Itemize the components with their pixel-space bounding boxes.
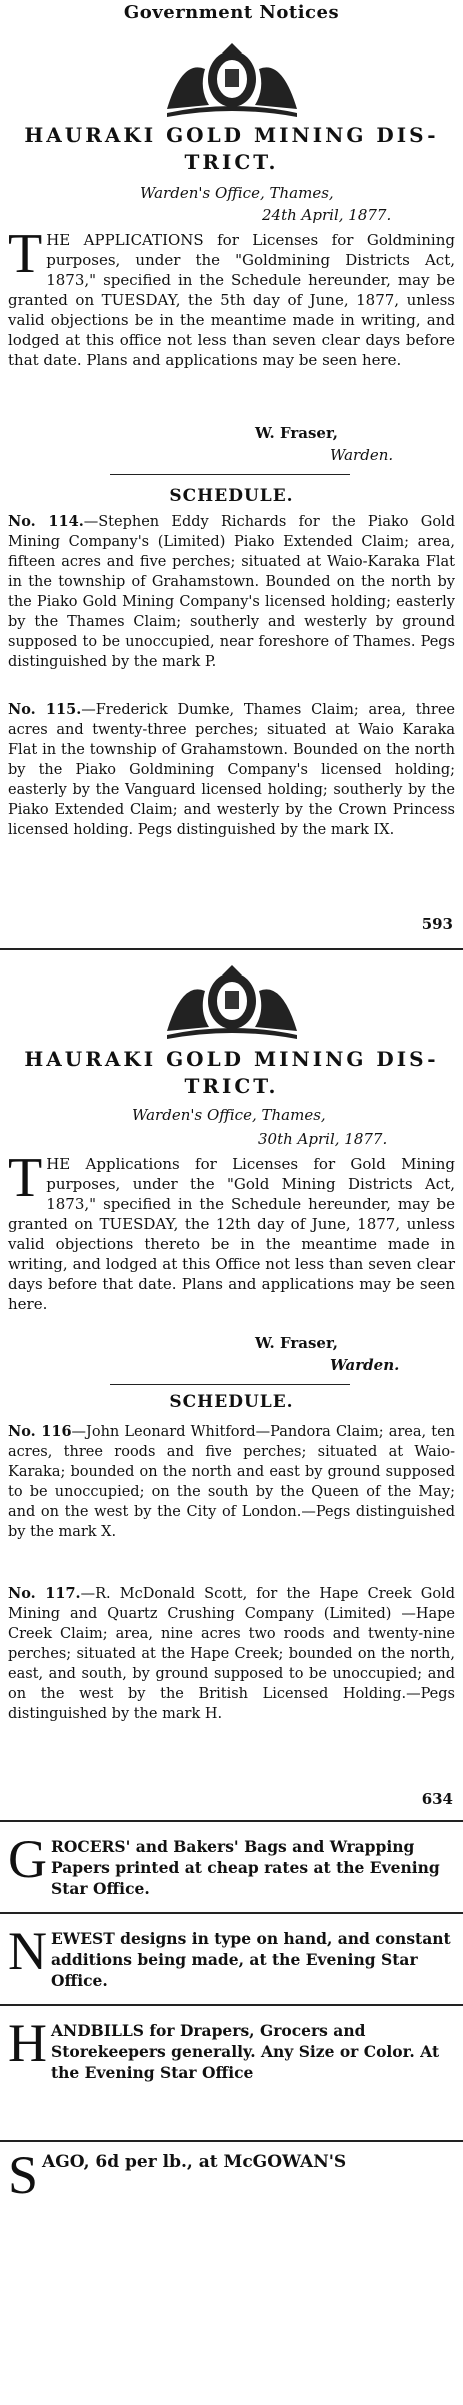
notice1-title-line2: TRICT. — [184, 150, 279, 174]
divider — [110, 474, 350, 475]
notice2-date: 30th April, 1877. — [258, 1130, 388, 1148]
notice2-code: 634 — [421, 1790, 453, 1808]
item-number: No. 115. — [8, 701, 82, 718]
ad-grocers-bags — [8, 1829, 455, 1899]
notice2-title — [10, 1046, 453, 1100]
ad-text: EWEST designs in type on hand, and constant additions being made, at the Evening Star Office. — [51, 1929, 451, 1990]
item-text: —R. McDonald Scott, for the Hape Creek Gold Mining and Quartz Crushing Company (Limited) —Hape Creek Claim; area, nine acres two roods and twenty-nine perches; situated at the Hape Creek; bounded on the north, east, and south, by ground supposed to be unoccupied; and on the west by the British Licensed Holding.—Pegs distinguished by the mark H. — [8, 1586, 455, 1722]
ad-drop-cap: N — [8, 1921, 47, 1981]
royal-coat-of-arms-icon — [0, 36, 463, 121]
item-number: No. 117. — [8, 1585, 81, 1602]
ad-text: ANDBILLS for Drapers, Grocers and Storekeepers generally. Any Size or Color. At the Evening Star Office — [51, 2021, 440, 2082]
item-text: —Frederick Dumke, Thames Claim; area, three acres and twenty-three perches; situated at Waio Karaka Flat in the township of Grahamstown. Bounded on the north by the Piako Goldmining Company's licensed holding; easterly by the Vanguard licensed holding; southerly by the Piako Extended Claim; and westerly by the Crown Princess licensed holding. Pegs distinguished by the mark IX. — [8, 702, 455, 838]
column-divider — [0, 948, 463, 950]
notice1-signature-name: W. Fraser, — [255, 424, 338, 442]
schedule-item-115 — [8, 700, 455, 840]
notice1-title-line1: HAURAKI GOLD MINING DIS- — [24, 123, 439, 147]
schedule-item-114 — [8, 512, 455, 672]
section-header: Government Notices — [123, 2, 340, 23]
ad-sago — [8, 2145, 455, 2205]
item-number: No. 116 — [8, 1423, 72, 1440]
notice1-body — [8, 223, 455, 470]
item-text: —John Leonard Whitford—Pandora Claim; area, ten acres, three roods and five perches; situated at Waio-Karaka; bounded on the north and east by ground supposed to be unoccupied; on the south by the Queen of the May; and on the west by the City of London.—Pegs distinguished by the mark X. — [8, 1424, 455, 1540]
notice1-title — [10, 122, 453, 176]
notice1-schedule-heading: SCHEDULE. — [169, 486, 294, 506]
notice2-signature-name: W. Fraser, — [255, 1334, 338, 1352]
notice1-drop-cap: T — [8, 223, 43, 285]
notice2-title-line2: TRICT. — [184, 1074, 279, 1098]
notice2-body-text: HE Applications for Licenses for Gold Mining purposes, under the "Gold Mining Districts Act, 1873," specified in the Schedule hereunder, may be granted on TUESDAY, the 12th day of June, 1877, unless valid objections thereto be in the meantime made in writing, and lodged at this Office not less than seven clear days before that date. Plans and applications may be seen here. — [8, 1155, 455, 1313]
notice1-body-text: HE APPLICATIONS for Licenses for Goldmining purposes, under the "Goldmining Districts Act, 1873," specified in the Schedule hereunder, may be granted on TUESDAY, the 5th day of June, 1877, unless valid objections be in the meantime made in writing, and lodged at this office not less than seven clear days before that date. Plans and applications may be seen here. — [8, 231, 455, 369]
item-number: No. 114. — [8, 513, 84, 530]
ad-text: ROCERS' and Bakers' Bags and Wrapping Papers printed at cheap rates at the Evening Star Office. — [51, 1837, 440, 1898]
notice2-signature-title: Warden. — [330, 1356, 400, 1374]
ad-newest-designs — [8, 1921, 455, 1991]
schedule-item-117 — [8, 1584, 455, 1724]
notice2-office: Warden's Office, Thames, — [132, 1106, 326, 1124]
ad-drop-cap: S — [8, 2145, 39, 2205]
column-divider — [0, 1820, 463, 1822]
notice1-date: 24th April, 1877. — [262, 206, 392, 224]
notice1-signature-title: Warden. — [330, 446, 394, 464]
column-divider — [0, 1912, 463, 1914]
ad-text: AGO, 6d per lb., at McGOWAN'S — [42, 2152, 347, 2172]
notice1-code: 593 — [421, 915, 453, 933]
column-divider — [0, 2140, 463, 2142]
ad-drop-cap: G — [8, 1829, 47, 1889]
item-text: —Stephen Eddy Richards for the Piako Gold Mining Company's (Limited) Piako Extended Claim; area, fifteen acres and five perches; situated at Waio-Karaka Flat in the township of Grahamstown. Bounded on the north by the Piako Gold Mining Company's licensed holding; easterly by the Thames Claim; southerly and westerly by ground supposed to be unoccupied, near foreshore of Thames. Pegs distinguished by the mark P. — [8, 514, 455, 670]
ad-handbills — [8, 2013, 455, 2083]
column-divider — [0, 2004, 463, 2006]
ad-drop-cap: H — [8, 2013, 47, 2073]
royal-coat-of-arms-icon — [0, 958, 463, 1043]
notice2-title-line1: HAURAKI GOLD MINING DIS- — [24, 1047, 439, 1071]
divider — [110, 1384, 350, 1385]
schedule-item-116 — [8, 1422, 455, 1542]
notice2-schedule-heading: SCHEDULE. — [169, 1392, 294, 1412]
notice2-drop-cap: T — [8, 1147, 43, 1209]
notice1-office: Warden's Office, Thames, — [140, 184, 334, 202]
